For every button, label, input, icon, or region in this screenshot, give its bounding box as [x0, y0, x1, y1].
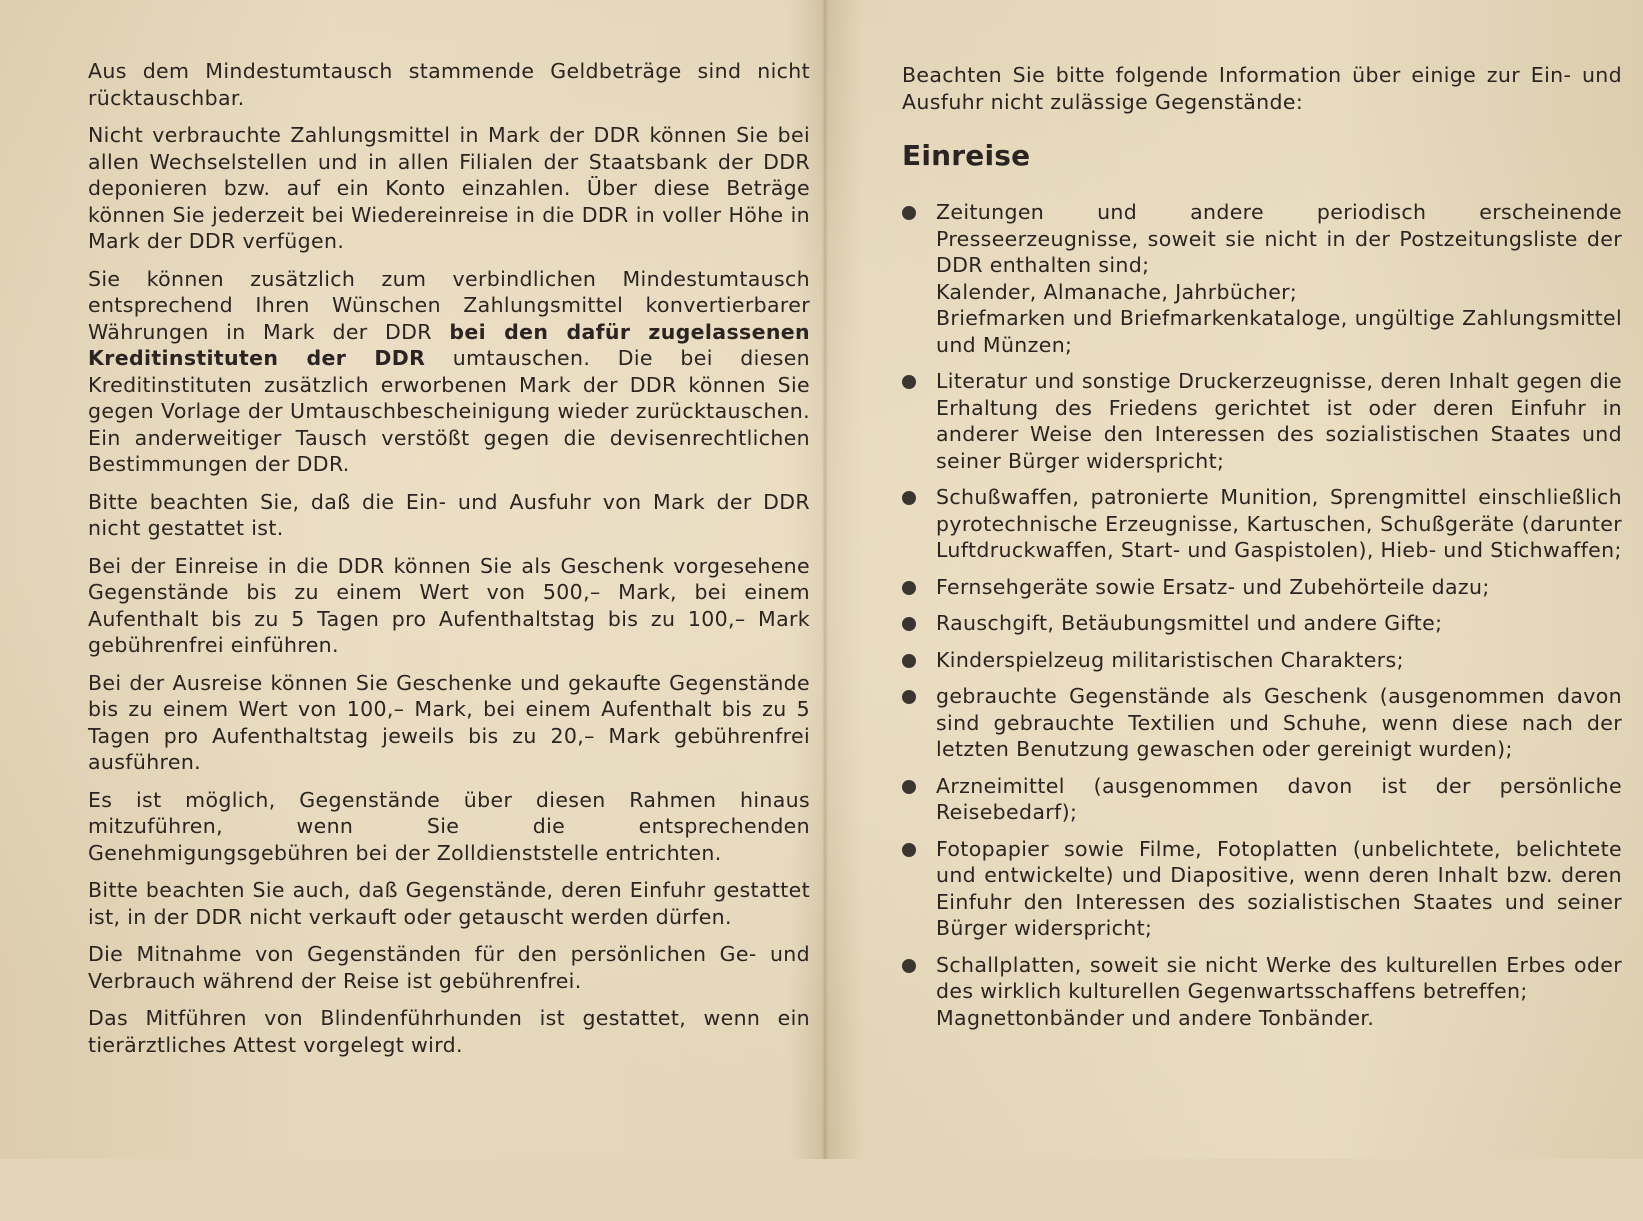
list-item-text: Schallplatten, soweit sie nicht Werke des kulturellen Erbes oder des wirklich kulturellen Gegenwartsschaffens betreffen; — [936, 952, 1622, 1003]
left-page — [88, 0, 810, 1217]
list-item-text: Fernsehgeräte sowie Ersatz- und Zubehörteile dazu; — [936, 574, 1490, 599]
paragraph-8: Bitte beachten Sie auch, daß Gegenstände, deren Einfuhr gestattet ist, in der DDR nicht verkauft oder getauscht werden dürfen. — [88, 878, 810, 929]
paragraph-9: Die Mitnahme von Gegenständen für den persönlichen Ge- und Verbrauch während der Reise ist gebührenfrei. — [88, 942, 810, 993]
bullet-icon — [902, 690, 916, 704]
list-item — [902, 647, 1622, 674]
intro-paragraph: Beachten Sie bitte folgende Information über einige zur Ein- und Ausfuhr nicht zulässige Gegenstände: — [902, 63, 1622, 114]
list-item-text: Arzneimittel (ausgenommen davon ist der persönliche Reisebedarf); — [936, 773, 1622, 824]
paragraph-3 — [88, 266, 810, 478]
list-item-text: Zeitungen und andere periodisch erscheinende Presseerzeugnisse, soweit sie nicht in der Postzeitungsliste der DDR enthalten sind; — [936, 200, 1622, 277]
bullet-icon — [902, 206, 916, 220]
list-item — [902, 683, 1622, 763]
bullet-icon — [902, 843, 916, 857]
bullet-icon — [902, 581, 916, 595]
list-item — [902, 610, 1622, 637]
list-item — [902, 484, 1622, 564]
bullet-icon — [902, 780, 916, 794]
list-item — [902, 574, 1622, 601]
paragraph-6: Bei der Ausreise können Sie Geschenke und gekaufte Gegenstände bis zu einem Wert von 100,– Mark, bei einem Aufenthalt bis zu 5 Tagen pro Aufenthaltstag jeweils bis zu 20,– Mark gebührenfrei ausführen. — [88, 670, 810, 774]
bullet-icon — [902, 375, 916, 389]
bullet-icon — [902, 654, 916, 668]
paragraph-1: Aus dem Mindestumtausch stammende Geldbeträge sind nicht rücktauschbar. — [88, 59, 810, 110]
page-fold — [822, 0, 828, 1159]
paragraph-4: Bitte beachten Sie, daß die Ein- und Ausfuhr von Mark der DDR nicht gestattet ist. — [88, 489, 810, 540]
list-item-text: gebrauchte Gegenstände als Geschenk (ausgenommen davon sind gebrauchte Textilien und Schuhe, wenn diese nach der letzten Benutzung gewaschen oder gereinigt wurden); — [936, 684, 1622, 761]
list-item — [902, 952, 1622, 1032]
list-item-text-line-3: Briefmarken und Briefmarkenkataloge, ungültige Zahlungsmittel und Münzen; — [936, 306, 1622, 357]
list-item — [902, 368, 1622, 474]
prohibited-items-list — [902, 199, 1622, 1031]
list-item-text: Fotopapier sowie Filme, Fotoplatten (unbelichtete, belichtete und entwickelte) und Diapositive, wenn deren Inhalt bzw. deren Einfuhr den Interessen des sozialistischen Staates und seiner Bürger widerspricht; — [936, 836, 1622, 940]
list-item-text: Literatur und sonstige Druckerzeugnisse, deren Inhalt gegen die Erhaltung des Friedens gerichtet ist oder deren Einfuhr in anderer Weise den Interessen des sozialistischen Staates und seiner Bürger widerspricht; — [936, 369, 1622, 473]
bullet-icon — [902, 491, 916, 505]
list-item — [902, 773, 1622, 826]
list-item-text-line-2: Magnettonbänder und andere Tonbänder. — [936, 1005, 1375, 1030]
paragraph-3-part-a: Sie können zusätzlich zum verbindlichen Mindestumtausch entsprechend Ihren Wünschen Zahlungsmittel konvertierbarer Währungen in Mark der DDR — [88, 266, 810, 344]
list-item-text: Kinderspielzeug militaristischen Charakters; — [936, 647, 1404, 672]
paragraph-2: Nicht verbrauchte Zahlungsmittel in Mark der DDR können Sie bei allen Wechselstellen und in allen Filialen der Staatsbank der DDR deponieren bzw. auf ein Konto einzahlen. Über diese Beträge können Sie jederzeit bei Wiedereinreise in die DDR in voller Höhe in Mark der DDR verfügen. — [88, 123, 810, 253]
paragraph-3-bold: bei den dafür zugelassenen Kreditinstituten der DDR — [88, 319, 810, 370]
bullet-icon — [902, 617, 916, 631]
paragraph-10: Das Mitführen von Blindenführhunden ist gestattet, wenn ein tierärztliches Attest vorgelegt wird. — [88, 1006, 810, 1057]
right-page — [902, 0, 1622, 1221]
bullet-icon — [902, 959, 916, 973]
list-item-text: Schußwaffen, patronierte Munition, Sprengmittel einschließlich pyrotechnische Erzeugnisse, Kartuschen, Schußgeräte (darunter Luftdruckwaffen, Start- und Gaspistolen), Hieb- und Stichwaffen; — [936, 485, 1622, 562]
section-heading: Einreise — [902, 139, 1031, 172]
list-item-text-line-2: Kalender, Almanache, Jahrbücher; — [936, 279, 1298, 304]
list-item — [902, 836, 1622, 942]
list-item — [902, 199, 1622, 358]
paragraph-5: Bei der Einreise in die DDR können Sie als Geschenk vorgesehene Gegenstände bis zu einem Wert von 500,– Mark, bei einem Aufenthalt bis zu 5 Tagen pro Aufenthaltstag bis zu 100,– Mark gebührenfrei einführen. — [88, 553, 810, 657]
paragraph-3-part-b: umtauschen. Die bei diesen Kreditinstituten zusätzlich erworbenen Mark der DDR können Sie gegen Vorlage der Umtauschbescheinigung wieder zurücktauschen. Ein anderweitiger Tausch verstößt gegen die devisenrechtlichen Bestimmungen der DDR. — [88, 346, 811, 476]
paragraph-7: Es ist möglich, Gegenstände über diesen Rahmen hinaus mitzuführen, wenn Sie die entsprechenden Genehmigungsgebühren bei der Zolldienststelle entrichten. — [88, 787, 810, 865]
list-item-text: Rauschgift, Betäubungsmittel und andere Gifte; — [936, 611, 1443, 635]
